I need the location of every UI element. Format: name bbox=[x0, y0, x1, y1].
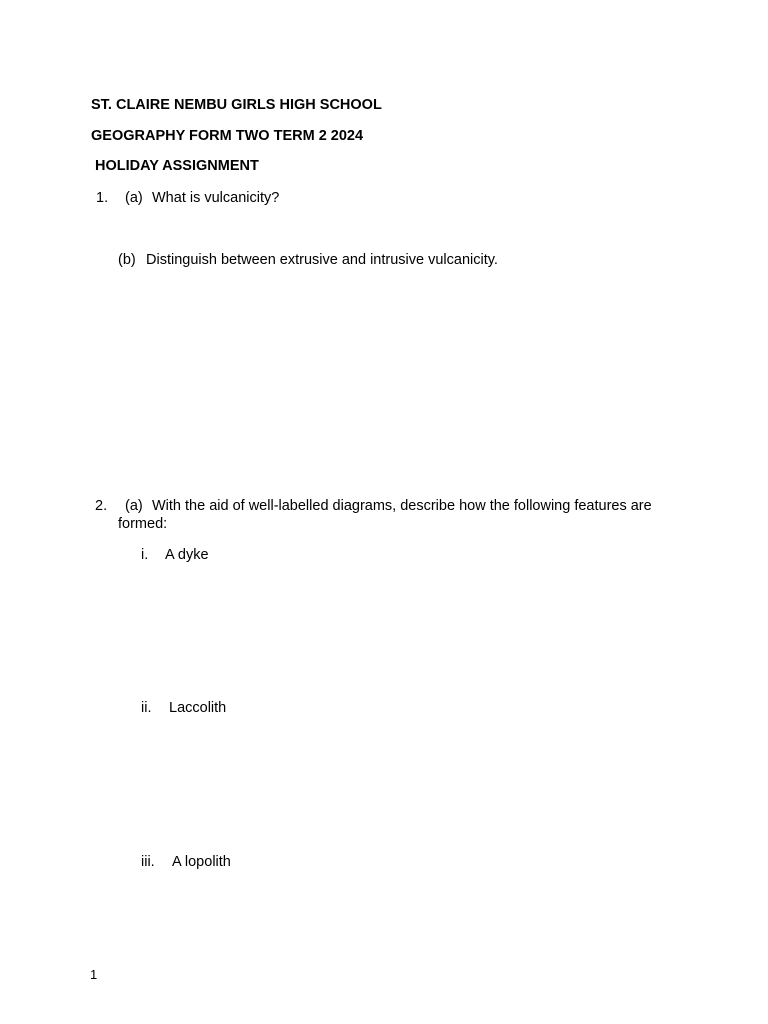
question-2a-text-line2: formed: bbox=[118, 516, 168, 532]
question-1a-label: (a) bbox=[125, 190, 143, 206]
question-2a-item-ii-text: Laccolith bbox=[169, 700, 227, 716]
school-name-heading: ST. CLAIRE NEMBU GIRLS HIGH SCHOOL bbox=[91, 97, 382, 113]
subject-heading: GEOGRAPHY FORM TWO TERM 2 2024 bbox=[91, 128, 364, 144]
question-2a-item-i-text: A dyke bbox=[165, 547, 209, 563]
question-1-number: 1. bbox=[96, 190, 109, 206]
question-1b-label: (b) bbox=[118, 252, 136, 268]
assignment-heading: HOLIDAY ASSIGNMENT bbox=[95, 158, 259, 174]
question-2a-item-i-number: i. bbox=[141, 547, 149, 563]
question-1a-text: What is vulcanicity? bbox=[152, 190, 280, 206]
question-2a-item-iii-number: iii. bbox=[141, 854, 155, 870]
question-2a-text-line1: With the aid of well-labelled diagrams, describe how the following features are bbox=[152, 498, 652, 514]
question-2-number: 2. bbox=[95, 498, 108, 514]
question-2a-label: (a) bbox=[125, 498, 143, 514]
question-1b-text: Distinguish between extrusive and intrusive vulcanicity. bbox=[146, 252, 498, 268]
page-number: 1 bbox=[90, 967, 98, 982]
question-2a-item-ii-number: ii. bbox=[141, 700, 152, 716]
question-2a-item-iii-text: A lopolith bbox=[172, 854, 231, 870]
